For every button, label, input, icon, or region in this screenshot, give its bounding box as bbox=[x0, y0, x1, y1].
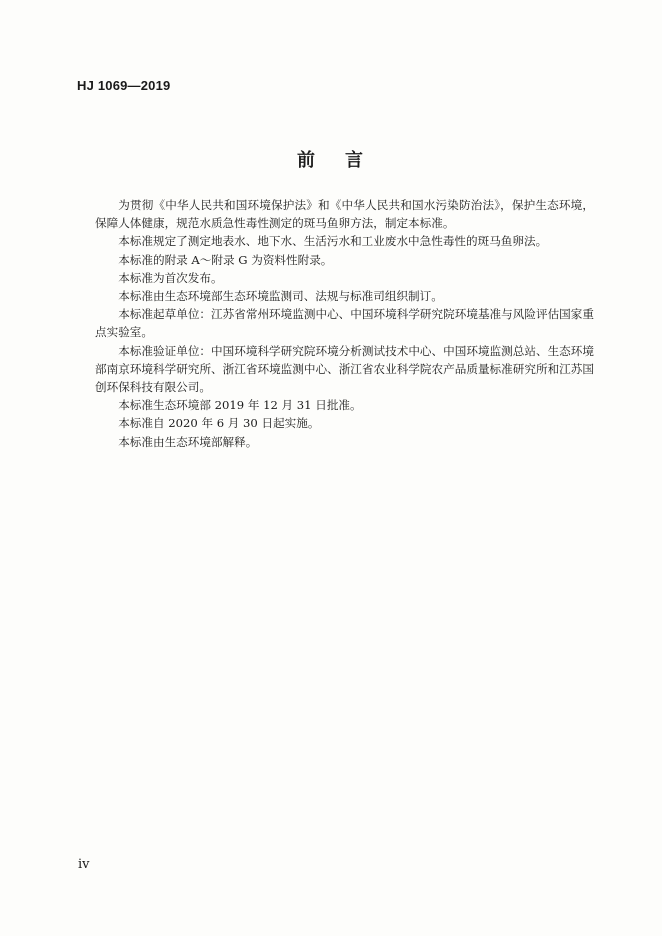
title-char-1: 前 bbox=[297, 150, 317, 171]
paragraph: 本标准规定了测定地表水、地下水、生活污水和工业废水中急性毒性的斑马鱼卵法。 bbox=[118, 234, 548, 249]
paragraph: 本标准验证单位：中国环境科学研究院环境分析测试技术中心、中国环境监测总站、生态环境部南京环境科学研究所、浙江省环境监测中心、浙江省农业科学院农产品质量标准研究所和江苏国创环保科技有限公司。 bbox=[95, 343, 594, 395]
preface-body bbox=[95, 196, 594, 451]
paragraph: 本标准的附录 A～附录 G 为资料性附录。 bbox=[118, 252, 333, 267]
paragraph: 为贯彻《中华人民共和国环境保护法》和《中华人民共和国水污染防治法》，保护生态环境，保障人体健康，规范水质急性毒性测定的斑马鱼卵方法，制定本标准。 bbox=[95, 198, 594, 231]
paragraph: 本标准由生态环境部解释。 bbox=[118, 434, 258, 449]
paragraph: 本标准起草单位：江苏省常州环境监测中心、中国环境科学研究院环境基准与风险评估国家重点实验室。 bbox=[95, 307, 594, 340]
paragraph: 本标准为首次发布。 bbox=[118, 270, 223, 285]
paragraph: 本标准由生态环境部生态环境监测司、法规与标准司组织制订。 bbox=[118, 289, 443, 304]
page-title bbox=[0, 146, 662, 172]
page-number: iv bbox=[78, 857, 90, 872]
title-char-2: 言 bbox=[345, 150, 365, 171]
paragraph: 本标准生态环境部 2019 年 12 月 31 日批准。 bbox=[118, 398, 362, 413]
paragraph: 本标准自 2020 年 6 月 30 日起实施。 bbox=[118, 416, 320, 431]
standard-code: HJ 1069—2019 bbox=[77, 78, 171, 93]
